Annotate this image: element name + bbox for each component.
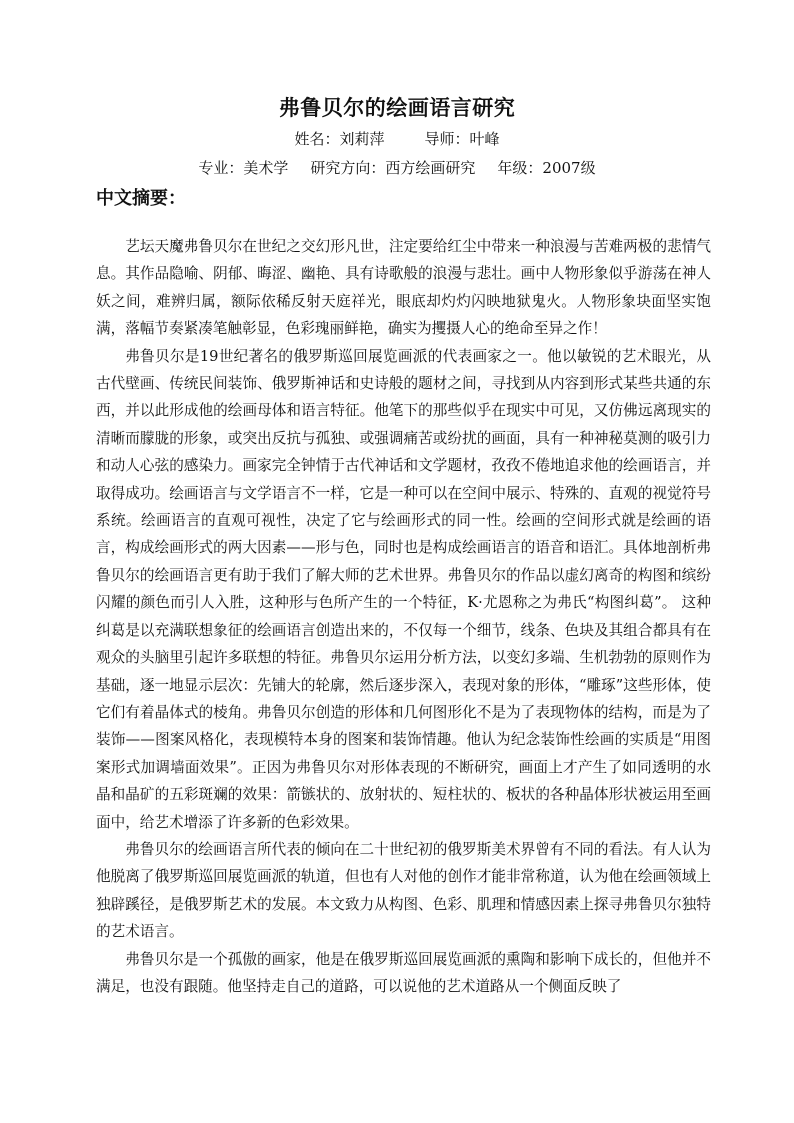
research-direction: 研究方向：西方绘画研究 <box>310 159 476 177</box>
author-line <box>0 128 794 149</box>
major: 专业：美术学 <box>198 159 289 177</box>
abstract-paragraph: 弗鲁贝尔的绘画语言所代表的倾向在二十世纪初的俄罗斯美术界曾有不同的看法。有人认为他脱离了俄罗斯巡回展览画派的轨道，但也有人对他的创作才能非常称道，认为他在绘画领域上独辟蹊径，是俄罗斯艺术的发展。本文致力从构图、色彩、肌理和情感因素上探寻弗鲁贝尔独特的艺术语言。 <box>96 840 711 941</box>
abstract-heading: 中文摘要： <box>96 188 186 209</box>
abstract-paragraph: 艺坛天魔弗鲁贝尔在世纪之交幻形凡世，注定要给红尘中带来一种浪漫与苦难两极的悲情气息。其作品隐喻、阴郁、晦涩、幽艳、具有诗歌般的浪漫与悲壮。画中人物形象似乎游荡在神人妖之间，难辨归属，额际依稀反射天庭祥光，眼底却灼灼闪映地狱鬼火。人物形象块面坚实饱满，落幅节奏紧凑笔触彰显，色彩瑰丽鲜艳，确实为攫摄人心的绝命至异之作！ <box>96 238 711 338</box>
abstract-body <box>96 233 711 1000</box>
advisor-name: 导师：叶峰 <box>424 130 500 148</box>
paper-title: 弗鲁贝尔的绘画语言研究 <box>278 96 516 120</box>
program-line <box>0 157 794 178</box>
abstract-paragraph: 弗鲁贝尔是19世纪著名的俄罗斯巡回展览画派的代表画家之一。他以敏锐的艺术眼光，从古代壁画、传统民间装饰、俄罗斯神话和史诗般的题材之间，寻找到从内容到形式某些共通的东西，并以此形成他的绘画母体和语言特征。他笔下的那些似乎在现实中可见，又仿佛远离现实的清晰而朦胧的形象，或突出反抗与孤独、或强调痛苦或纷扰的画面，具有一种神秘莫测的吸引力和动人心弦的感染力。画家完全钟情于古代神话和文学题材，孜孜不倦地追求他的绘画语言，并取得成功。绘画语言与文学语言不一样，它是一种可以在空间中展示、特殊的、直观的视觉符号系统。绘画语言的直观可视性，决定了它与绘画形式的同一性。绘画的空间形式就是绘画的语言，构成绘画形式的两大因素——形与色，同时也是构成绘画语言的语音和语汇。具体地剖析弗鲁贝尔的绘画语言更有助于我们了解大师的艺术世界。弗鲁贝尔的作品以虚幻离奇的构图和缤纷闪耀的颜色而引人入胜，这种形与色所产生的一个特征，K·尤恩称之为弗氏“构图纠葛”。 这种纠葛是以充满联想象征的绘画语言创造出来的，不仅每一个细节，线条、色块及其组合都具有在观众的头脑里引起许多联想的特征。弗鲁贝尔运用分析方法，以变幻多端、生机勃勃的原则作为基础，逐一地显示层次：先铺大的轮廓，然后逐步深入，表现对象的形体，“雕琢”这些形体，使它们有着晶体式的棱角。弗鲁贝尔创造的形体和几何图形化不是为了表现物体的结构，而是为了装饰——图案风格化，表现模特本身的图案和装饰情趣。他认为纪念装饰性绘画的实质是“用图案形式加调墙面效果”。正因为弗鲁贝尔对形体表现的不断研究，画面上才产生了如同透明的水晶和晶矿的五彩斑斓的效果：箭镞状的、放射状的、短柱状的、板状的各种晶体形状被运用至画面中，给艺术增添了许多新的色彩效果。 <box>96 347 711 831</box>
abstract-paragraph: 弗鲁贝尔是一个孤傲的画家，他是在俄罗斯巡回展览画派的熏陶和影响下成长的，但他并不满足，也没有跟随。他坚持走自己的道路，可以说他的艺术道路从一个侧面反映了 <box>96 950 711 995</box>
author-name: 姓名：刘莉萍 <box>294 130 385 148</box>
grade: 年级：2007级 <box>497 159 596 177</box>
